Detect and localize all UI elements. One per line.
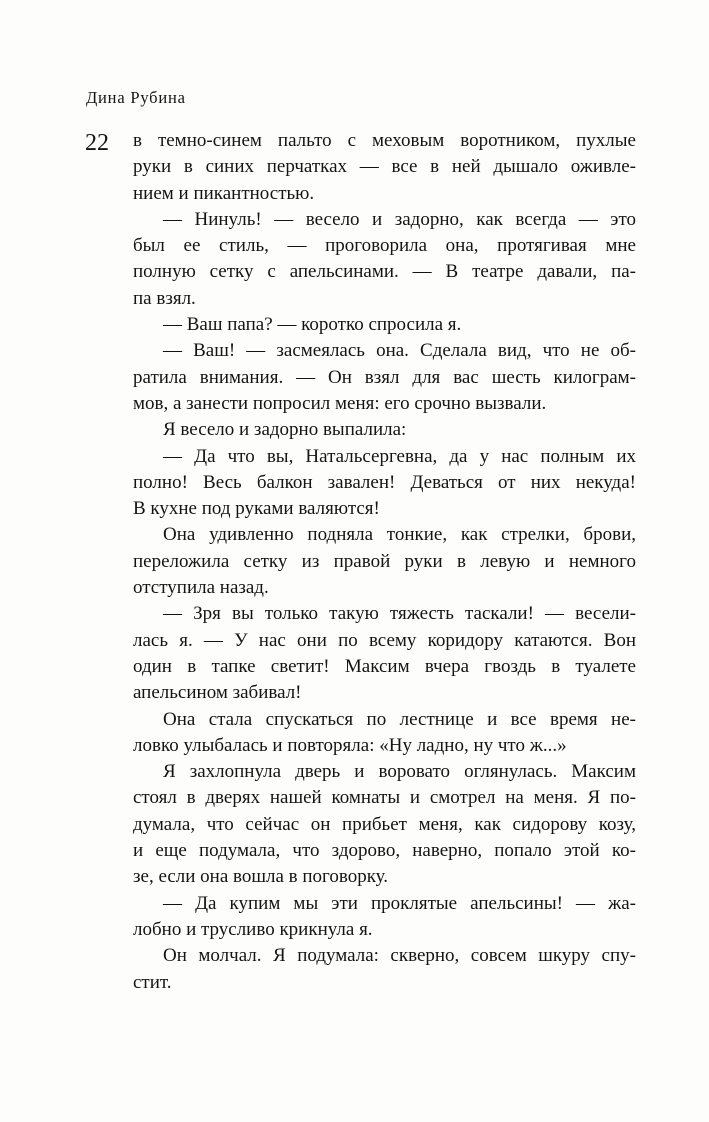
paragraph xyxy=(133,128,636,207)
text-block xyxy=(133,128,636,996)
text-line: — Ваш! — засмеялась она. Сделала вид, что не об- xyxy=(163,340,636,362)
text-line: думала, что сейчас он прибьет меня, как сидорову козу, xyxy=(133,813,636,835)
text-line: — Ваш папа? — коротко спросила я. xyxy=(163,314,462,336)
page-number: 22 xyxy=(85,130,109,156)
text-line: Она удивленно подняла тонкие, как стрелки, брови, xyxy=(163,524,636,546)
text-line: — Зря вы только такую тяжесть таскали! — весели- xyxy=(163,603,636,625)
paragraph xyxy=(133,707,636,760)
text-line: — Да что вы, Натальсергевна, да у нас полным их xyxy=(163,445,636,467)
text-line: переложила сетку из правой руки в левую и немного xyxy=(133,550,636,572)
text-line: в темно-синем пальто с меховым воротником, пухлые xyxy=(133,130,636,151)
paragraph xyxy=(133,522,636,601)
text-line: руки в синих перчатках — все в ней дышало оживле- xyxy=(133,156,636,178)
paragraph xyxy=(133,891,636,944)
text-line: и еще подумала, что здорово, наверно, попало этой ко- xyxy=(133,840,636,862)
text-line: апельсином забивал! xyxy=(133,682,302,704)
running-header-author: Дина Рубина xyxy=(86,88,186,107)
text-line: — Да купим мы эти проклятые апельсины! — жа- xyxy=(163,892,636,914)
paragraph xyxy=(133,444,636,523)
paragraph xyxy=(133,417,636,443)
text-line: был ее стиль, — проговорила она, протягивая мне xyxy=(133,235,636,257)
text-line: па взял. xyxy=(133,287,196,309)
text-line: лась я. — У нас они по всему коридору катаются. Вон xyxy=(133,629,636,651)
text-line: стоял в дверях нашей комнаты и смотрел на меня. Я по- xyxy=(133,787,636,809)
text-line: стит. xyxy=(133,971,172,993)
text-line: Я захлопнула дверь и воровато оглянулась. Максим xyxy=(163,761,636,783)
text-line: лобно и трусливо крикнула я. xyxy=(133,918,373,940)
text-line: полную сетку с апельсинами. — В театре давали, па- xyxy=(133,261,636,283)
paragraph xyxy=(133,759,636,890)
paragraph xyxy=(133,312,636,338)
text-line: нием и пикантностью. xyxy=(133,182,315,204)
text-line: мов, а занести попросил меня: его срочно вызвали. xyxy=(133,392,547,414)
text-line: один в тапке светит! Максим вчера гвоздь в туалете xyxy=(133,655,636,677)
paragraph xyxy=(133,338,636,417)
text-line: полно! Весь балкон завален! Деваться от них некуда! xyxy=(133,471,636,493)
text-line: В кухне под руками валяются! xyxy=(133,498,380,520)
text-line: зе, если она вошла в поговорку. xyxy=(133,866,389,888)
paragraph xyxy=(133,207,636,312)
text-line: ловко улыбалась и повторяла: «Ну ладно, ну что ж...» xyxy=(133,734,567,756)
text-line: — Нинуль! — весело и задорно, как всегда — это xyxy=(163,208,636,230)
text-line: Он молчал. Я подумала: скверно, совсем шкуру спу- xyxy=(163,945,636,967)
paragraph xyxy=(133,601,636,706)
text-line: ратила внимания. — Он взял для вас шесть килограм- xyxy=(133,366,636,388)
paragraph xyxy=(133,943,636,996)
text-line: Она стала спускаться по лестнице и все время не- xyxy=(163,708,636,730)
text-line: отступила назад. xyxy=(133,577,269,599)
text-line: Я весело и задорно выпалила: xyxy=(163,419,407,441)
